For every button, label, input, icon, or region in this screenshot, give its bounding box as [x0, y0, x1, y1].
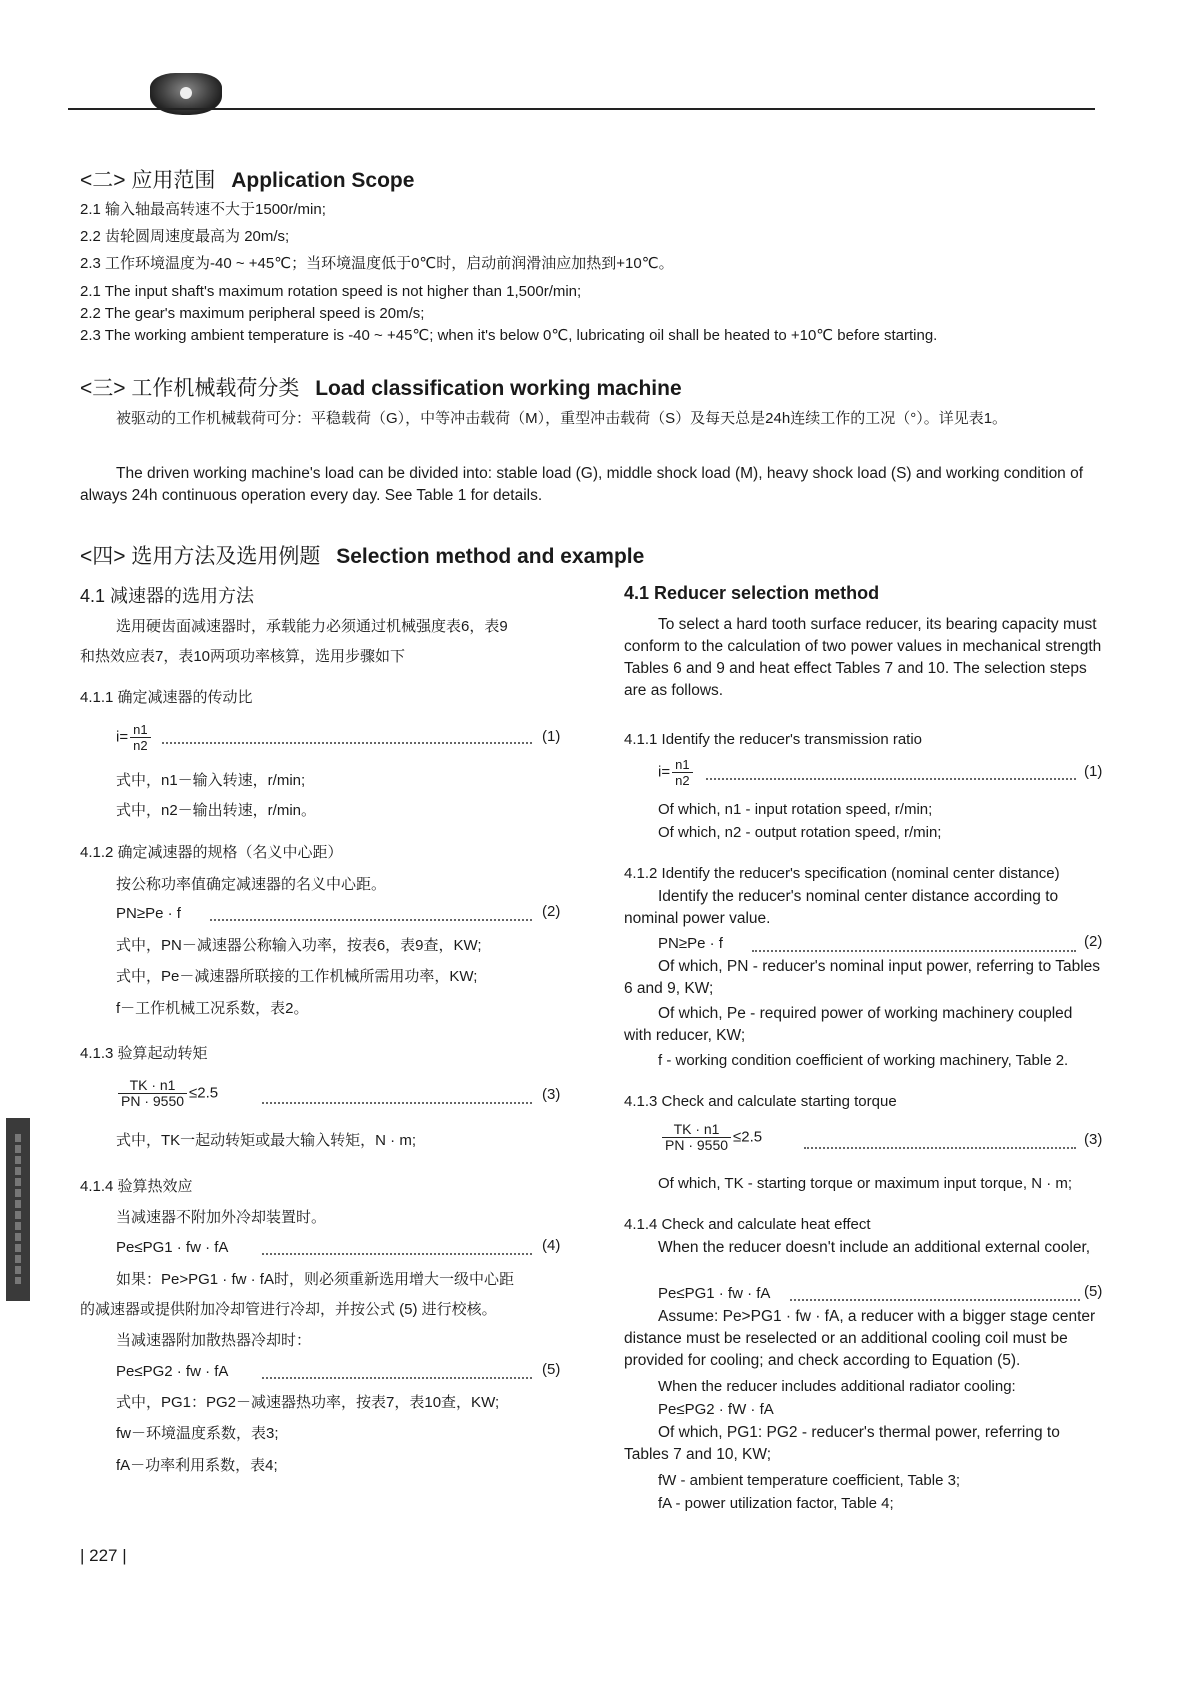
leader-dots [804, 1147, 1076, 1149]
numerator: n1 [672, 757, 692, 773]
section-2-heading [80, 164, 414, 194]
equation-2-en: PN≥Pe · f [658, 935, 723, 952]
section-3-heading [80, 372, 682, 402]
subheading: 4.1.4 Check and calculate heat effect [624, 1216, 871, 1233]
text-line: fA - power utilization factor, Table 4; [658, 1495, 894, 1512]
equation-text: ≤2.5 [189, 1084, 219, 1102]
section-2-title-cn: <二> 应用范围 [80, 169, 216, 192]
equation-2: PN≥Pe · f [116, 905, 181, 922]
subheading: 4.1.1 确定减速器的传动比 [80, 689, 253, 706]
text-line: 式中，TK一起动转矩或最大输入转矩，N · m; [116, 1132, 416, 1149]
section-2-title-en: Application Scope [231, 169, 415, 192]
equation-6-en: Pe≤PG2 · fW · fA [658, 1401, 774, 1418]
equation-5-en: Pe≤PG1 · fw · fA [658, 1285, 771, 1302]
equation-text: i= [116, 728, 129, 746]
section-4-heading [80, 540, 644, 570]
denominator: n2 [675, 773, 690, 788]
text-line: When the reducer includes additional radiator cooling: [658, 1378, 1016, 1395]
numerator: TK · n1 [118, 1078, 187, 1094]
subheading: 4.1 Reducer selection method [624, 583, 880, 603]
text-line: 2.3 The working ambient temperature is -40 ~ +45℃; when it's below 0℃, lubricating oil shall be heated to +10℃ before starting. [80, 327, 938, 344]
equation-1-en [658, 757, 695, 787]
text-line: 式中，n1－输入转速，r/min; [116, 772, 306, 789]
equation-number: (5) [542, 1361, 561, 1378]
equation-text: ≤2.5 [733, 1128, 763, 1146]
text-line: Of which, n2 - output rotation speed, r/min; [658, 824, 942, 841]
text-line: 如果：Pe>PG1 · fw · fA时，则必须重新选用增大一级中心距 [116, 1271, 514, 1288]
equation-1 [116, 722, 153, 752]
equation-number: (2) [1084, 933, 1103, 950]
section-3-paragraph-en: The driven working machine's load can be divided into: stable load (G), middle shock load (M), heavy shock load (S) and working condition of always 24h continuous operation every day. See Table 1 for details. [80, 465, 1084, 504]
numerator: n1 [130, 722, 150, 738]
side-thumb-tab [6, 1118, 30, 1301]
subheading: 4.1.3 Check and calculate starting torque [624, 1093, 897, 1110]
paragraph: Identify the reducer's nominal center distance according to nominal power value. [624, 888, 1059, 927]
text-line: 2.1 输入轴最高转速不大于1500r/min; [80, 201, 326, 218]
paragraph: Of which, Pe - required power of working machinery coupled with reducer, KW; [624, 1005, 1073, 1044]
text-line: 选用硬齿面减速器时，承载能力必须通过机械强度表6，表9 [116, 618, 508, 635]
fraction [130, 722, 150, 753]
text-line: 式中，n2－输出转速，r/min。 [116, 802, 317, 819]
text-line: Of which, n1 - input rotation speed, r/min; [658, 801, 933, 818]
equation-5: Pe≤PG2 · fw · fA [116, 1363, 229, 1380]
text-line: f - working condition coefficient of working machinery, Table 2. [658, 1052, 1069, 1069]
leader-dots [210, 919, 532, 921]
section-4-title-en: Selection method and example [336, 545, 645, 568]
equation-3-en [660, 1122, 762, 1152]
paragraph: Assume: Pe>PG1 · fw · fA, a reducer with a bigger stage center distance must be reselected or an additional cooling coil must be provided for cooling; and check according to Equation (5). [624, 1308, 1096, 1369]
paragraph: Of which, PN - reducer's nominal input power, referring to Tables 6 and 9, KW; [624, 958, 1101, 997]
equation-text: i= [658, 763, 671, 781]
page-number: | 227 | [80, 1546, 127, 1565]
paragraph: To select a hard tooth surface reducer, its bearing capacity must conform to the calculation of two power values in mechanical strength Tables 6 and 9 and heat effect Tables 7 and 10. The selection steps are as follows. [624, 616, 1102, 699]
fraction [662, 1122, 731, 1153]
denominator: PN · 9550 [665, 1137, 729, 1153]
text-line: 和热效应表7，表10两项功率核算，选用步骤如下 [80, 648, 406, 665]
leader-dots [262, 1102, 532, 1104]
numerator: TK · n1 [662, 1122, 731, 1138]
text-line: 2.3 工作环境温度为-40 ~ +45℃；当环境温度低于0℃时，启动前润滑油应加热到+10℃。 [80, 255, 674, 272]
text-line: 2.2 The gear's maximum peripheral speed is 20m/s; [80, 305, 425, 322]
equation-number: (3) [542, 1086, 561, 1103]
paragraph: Of which, PG1: PG2 - reducer's thermal power, referring to Tables 7 and 10, KW; [624, 1424, 1060, 1463]
text-line: f－工作机械工况系数，表2。 [116, 1000, 309, 1017]
header-rule [68, 108, 1095, 110]
text-line: 式中，Pe－减速器所联接的工作机械所需用功率，KW; [116, 968, 478, 985]
equation-number: (4) [542, 1237, 561, 1254]
paragraph: When the reducer doesn't include an additional external cooler, [658, 1239, 1091, 1256]
text-line: 按公称功率值确定减速器的名义中心距。 [116, 876, 387, 893]
fraction [118, 1078, 187, 1109]
text-line: 式中，PG1：PG2－减速器热功率，按表7，表10查，KW; [116, 1394, 500, 1411]
text-line: 当减速器附加散热器冷却时： [116, 1332, 312, 1349]
section-3-title-en: Load classification working machine [315, 377, 682, 400]
leader-dots [790, 1299, 1080, 1301]
text-line: 式中，PN－减速器公称输入功率，按表6，表9查，KW; [116, 937, 482, 954]
section-4-title-cn: <四> 选用方法及选用例题 [80, 545, 321, 568]
fraction [672, 757, 692, 788]
subheading: 4.1.1 Identify the reducer's transmission ratio [624, 731, 923, 748]
leader-dots [752, 950, 1076, 952]
text-line: 的减速器或提供附加冷却管进行冷却，并按公式 (5) 进行校核。 [80, 1301, 497, 1318]
equation-3 [116, 1078, 218, 1108]
denominator: n2 [133, 738, 148, 753]
text-line: 2.1 The input shaft's maximum rotation speed is not higher than 1,500r/min; [80, 283, 582, 300]
leader-dots [262, 1253, 532, 1255]
page-number-value: 227 [89, 1546, 118, 1565]
text-line: Of which, TK - starting torque or maximum input torque, N · m; [658, 1175, 1073, 1192]
equation-number: (3) [1084, 1131, 1103, 1148]
leader-dots [706, 778, 1076, 780]
subheading: 4.1.3 验算起动转矩 [80, 1045, 208, 1062]
section-3-paragraph-cn: 被驱动的工作机械载荷可分：平稳载荷（G），中等冲击载荷（M），重型冲击载荷（S）及每天总是24h连续工作的工况（°）。详见表1。 [116, 410, 1008, 427]
text-line: 2.2 齿轮圆周速度最高为 20m/s; [80, 228, 290, 245]
subheading: 4.1.2 确定减速器的规格（名义中心距） [80, 844, 343, 861]
text-line: fW - ambient temperature coefficient, Table 3; [658, 1472, 961, 1489]
equation-number: (5) [1084, 1283, 1103, 1300]
subheading: 4.1 减速器的选用方法 [80, 586, 255, 606]
denominator: PN · 9550 [121, 1093, 185, 1109]
text-line: fA－功率利用系数，表4; [116, 1457, 278, 1474]
equation-number: (1) [542, 728, 561, 745]
equation-4: Pe≤PG1 · fw · fA [116, 1239, 229, 1256]
text-line: fw－环境温度系数，表3; [116, 1425, 279, 1442]
leader-dots [262, 1377, 532, 1379]
equation-number: (2) [542, 903, 561, 920]
leader-dots [162, 742, 532, 744]
equation-number: (1) [1084, 763, 1103, 780]
text-line: 当减速器不附加外冷却装置时。 [116, 1209, 327, 1226]
subheading: 4.1.2 Identify the reducer's specification (nominal center distance) [624, 865, 1060, 882]
section-3-title-cn: <三> 工作机械载荷分类 [80, 377, 300, 400]
subheading: 4.1.4 验算热效应 [80, 1178, 193, 1195]
